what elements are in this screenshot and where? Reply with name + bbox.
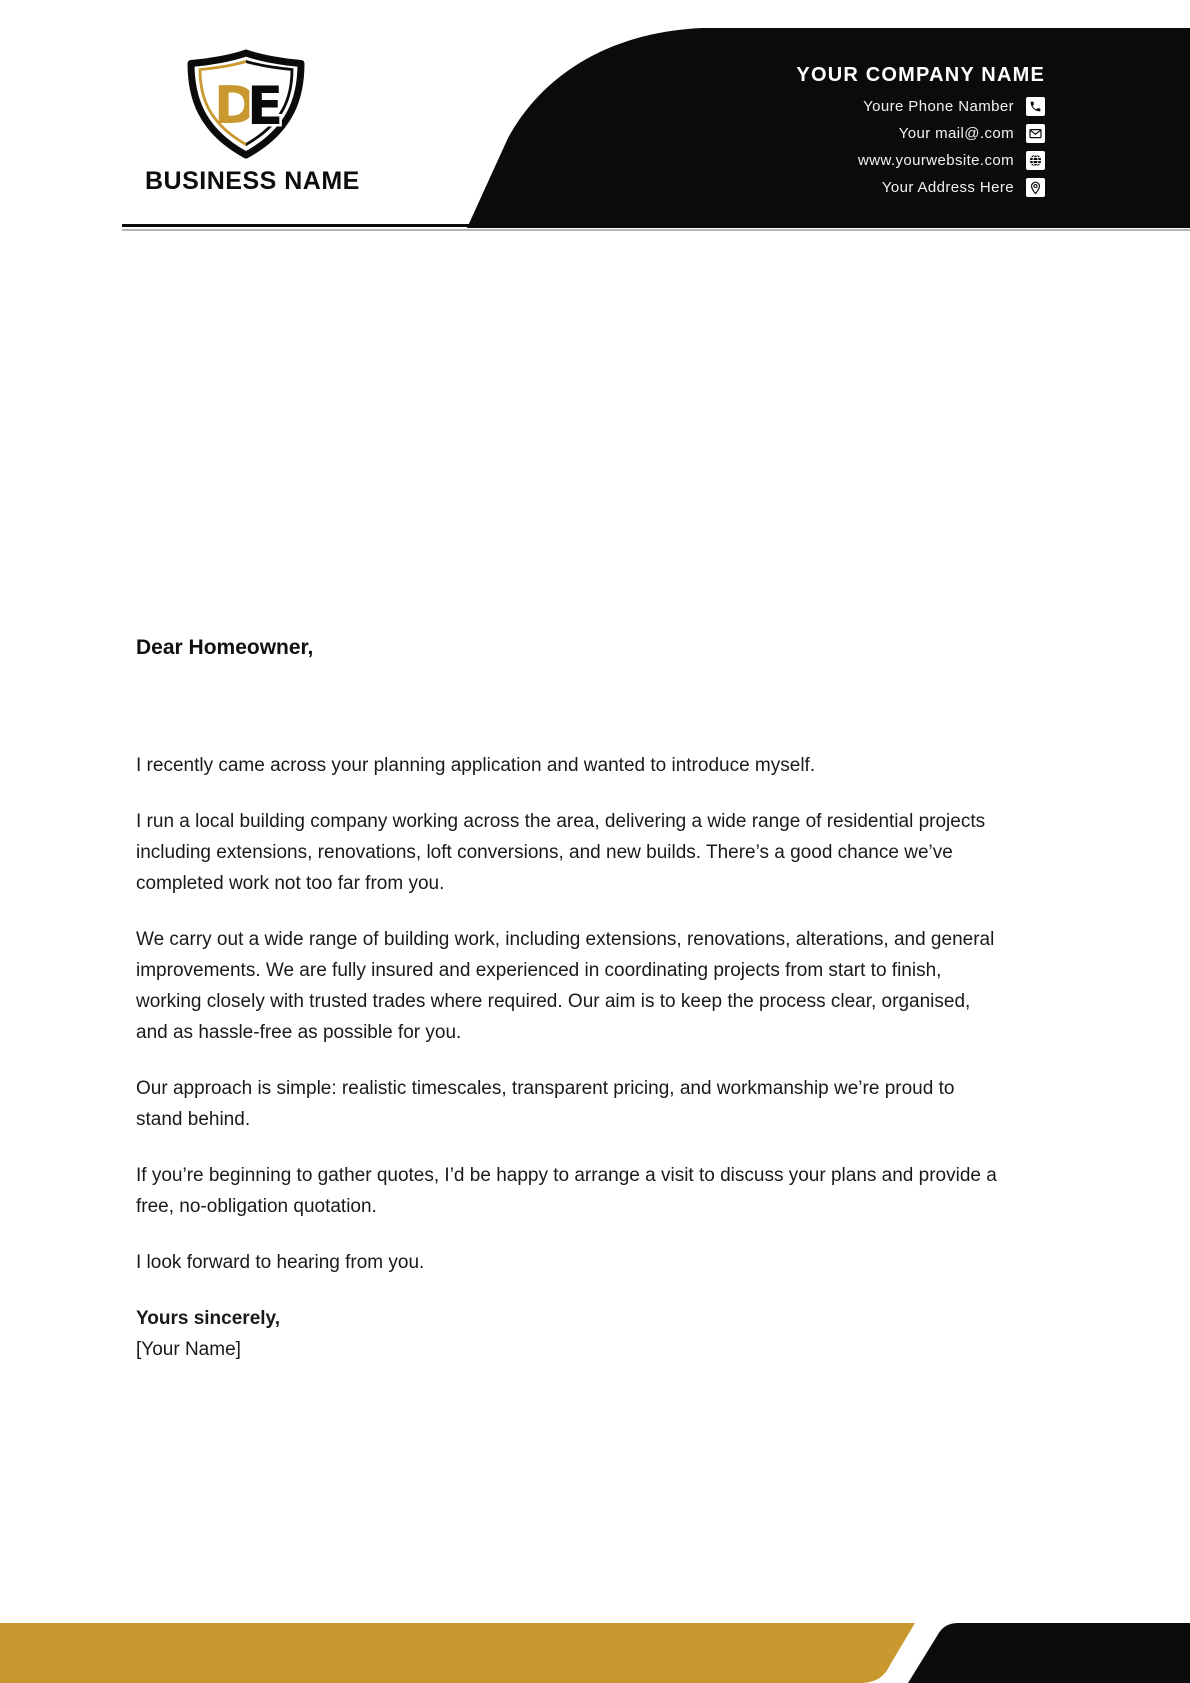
logo — [145, 46, 360, 196]
email-text: Your mail@.com — [898, 125, 1014, 142]
footer-gold-stripe — [0, 1623, 915, 1683]
mail-icon — [1026, 124, 1045, 143]
paragraph-6: I look forward to hearing from you. — [136, 1252, 425, 1273]
letter-body — [136, 632, 1004, 1365]
monogram-e: E — [247, 76, 284, 137]
location-icon — [1026, 178, 1045, 197]
contact-row-phone — [863, 97, 1045, 116]
monogram-d: D — [214, 76, 258, 136]
paragraph-2: I run a local building company working across the area, delivering a wide range of residential projects including extensions, renovations, loft conversions, and new builds. There’s a good chance we’ve completed work not too far from you. — [136, 811, 986, 894]
header-contact-block — [796, 62, 1045, 205]
paragraph-3: We carry out a wide range of building work, including extensions, renovations, alterations, and general improvements. We are fully insured and experienced in coordinating projects from start to finish, working closely with trusted trades where required. Our aim is to keep the process clear, organised, and as hassle-free as possible for you. — [136, 929, 995, 1043]
header-divider-line — [122, 224, 568, 227]
paragraph-1: I recently came across your planning application and wanted to introduce myself. — [136, 755, 816, 776]
footer-ribbon — [0, 1623, 1190, 1683]
paragraph-5: If you’re beginning to gather quotes, I’d be happy to arrange a visit to discuss your plans and provide a free, no-obligation quotation. — [136, 1165, 997, 1217]
closing: Yours sincerely, — [136, 1308, 280, 1329]
contact-row-website — [858, 151, 1045, 170]
paragraph-4: Our approach is simple: realistic timescales, transparent pricing, and workmanship we’re proud to stand behind. — [136, 1078, 955, 1130]
website-text: www.yourwebsite.com — [858, 152, 1014, 169]
shield-logo-icon — [180, 46, 312, 162]
footer-black-stripe — [908, 1623, 1190, 1683]
contact-row-email — [899, 124, 1045, 143]
signature-name: [Your Name] — [136, 1339, 241, 1360]
globe-icon — [1026, 151, 1045, 170]
header-divider-shadow — [122, 229, 1190, 231]
greeting: Dear Homeowner, — [136, 636, 314, 659]
business-name: BUSINESS NAME — [145, 167, 360, 195]
contact-row-address — [882, 178, 1045, 197]
phone-number-text: Youre Phone Namber — [863, 98, 1014, 115]
company-name: YOUR COMPANY NAME — [796, 64, 1045, 86]
phone-icon — [1026, 97, 1045, 116]
address-text: Your Address Here — [881, 179, 1014, 196]
